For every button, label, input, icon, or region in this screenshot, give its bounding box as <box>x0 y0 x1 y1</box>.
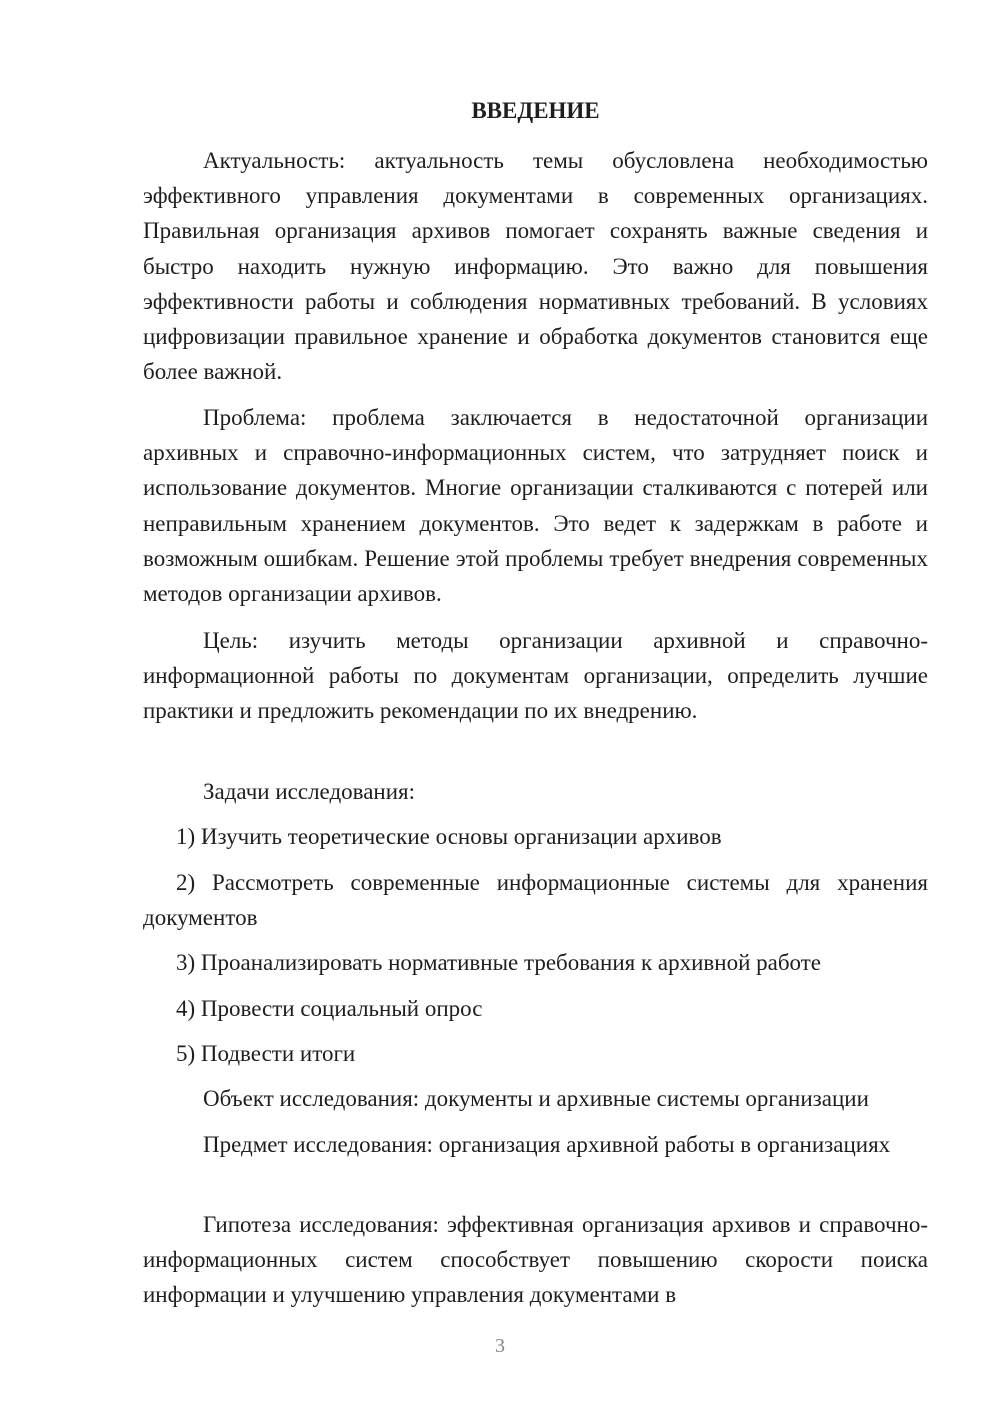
task-item-3: 3) Проанализировать нормативные требования к архивной работе <box>176 950 821 975</box>
paragraph-goal: Цель: изучить методы организации архивной и справочно-информационной работы по документам организации, определить лучшие практики и предложить рекомендации по их внедрению. <box>143 628 928 724</box>
paragraph-relevance: Актуальность: актуальность темы обусловлена необходимостью эффективного управления документами в современных организациях. Правильная организация архивов помогает сохранять важные сведения и быстро находить нужную информацию. Это важно для повышения эффективности работы и соблюдения нормативных требований. В условиях цифровизации правильное хранение и обработка документов становится еще более важной. <box>143 148 928 385</box>
paragraph-hypothesis: Гипотеза исследования: эффективная организация архивов и справочно-информационных систем способствует повышению скорости поиска информации и улучшению управления документами в <box>143 1212 928 1308</box>
task-item-1: 1) Изучить теоретические основы организации архивов <box>176 824 722 849</box>
paragraph-object: Объект исследования: документы и архивные системы организации <box>203 1086 869 1111</box>
task-item-4: 4) Провести социальный опрос <box>176 996 483 1021</box>
page-number: 3 <box>495 1335 505 1357</box>
paragraph-problem: Проблема: проблема заключается в недостаточной организации архивных и справочно-информационных систем, что затрудняет поиск и использование документов. Многие организации сталкиваются с потерей или неправильным хранением документов. Это ведет к задержкам в работе и возможным ошибкам. Решение этой проблемы требует внедрения современных методов организации архивов. <box>143 405 928 607</box>
paragraph-subject: Предмет исследования: организация архивной работы в организациях <box>203 1132 891 1157</box>
paragraph-tasks-heading: Задачи исследования: <box>203 779 416 804</box>
task-item-2: 2) Рассмотреть современные информационные системы для хранения документов <box>143 870 928 931</box>
section-heading: ВВЕДЕНИЕ <box>471 98 600 123</box>
task-item-5: 5) Подвести итоги <box>176 1041 356 1066</box>
